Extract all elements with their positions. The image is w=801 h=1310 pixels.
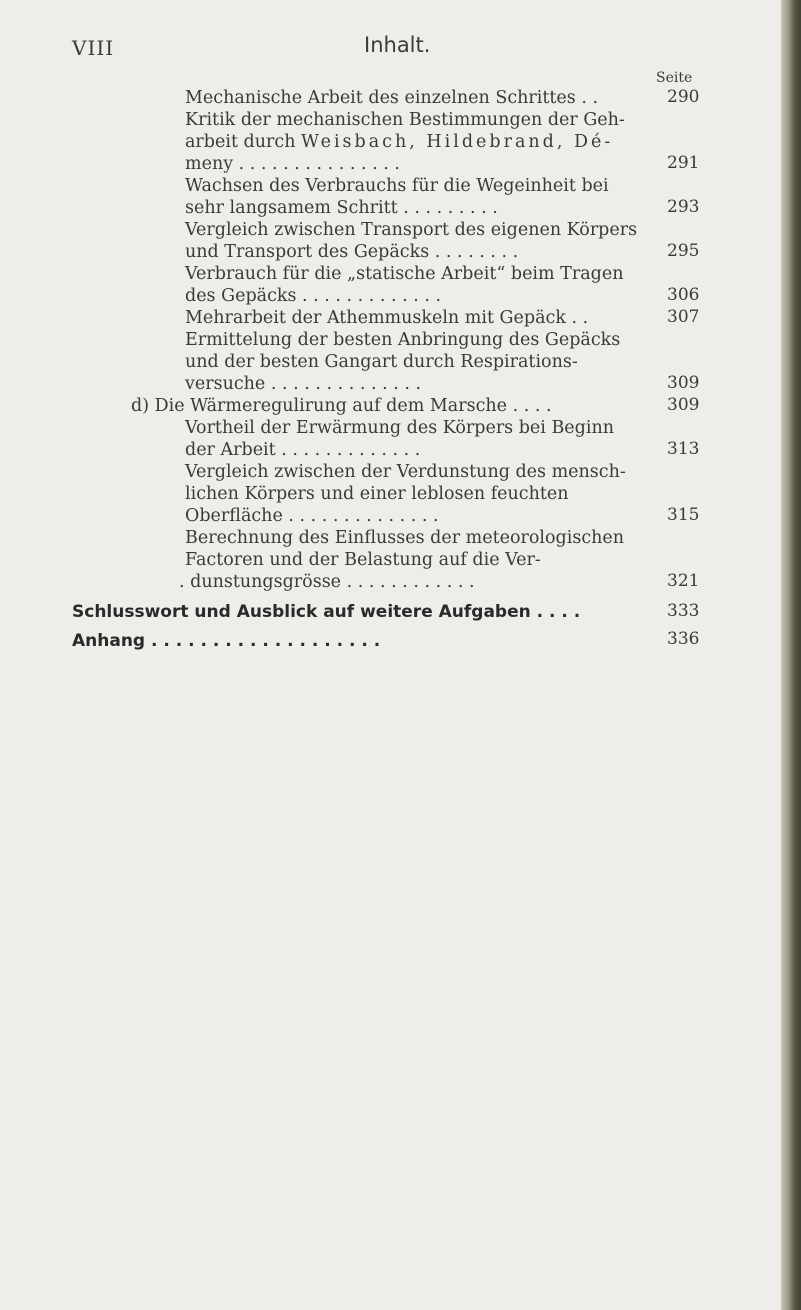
page-number: VIII bbox=[72, 36, 115, 60]
toc-entry-authors: Weisbach, Hildebrand, Dé- bbox=[301, 132, 614, 152]
toc-entry-text: Verbrauch für die „statische Arbeit“ beim Tragen bbox=[185, 264, 624, 284]
page-binding-edge bbox=[781, 0, 801, 1310]
toc-page-number: 307 bbox=[667, 307, 700, 327]
toc-entry-text: und Transport des Gepäcks . . . . . . . . bbox=[185, 242, 519, 262]
running-head: Inhalt. bbox=[364, 33, 431, 57]
toc-page-number: 290 bbox=[667, 87, 700, 107]
toc-entry-text: lichen Körpers und einer leblosen feuchten bbox=[185, 484, 569, 504]
toc-entry-text: Berechnung des Einflusses der meteorologischen bbox=[185, 528, 625, 548]
toc-entry-text: Wachsen des Verbrauchs für die Wegeinheit bei bbox=[185, 176, 609, 196]
toc-entry-text: Mechanische Arbeit des einzelnen Schrittes . . bbox=[185, 88, 599, 108]
toc-page-number: 291 bbox=[667, 153, 700, 173]
toc-page-number: 309 bbox=[667, 373, 700, 393]
toc-entry-text: und der besten Gangart durch Respirations- bbox=[185, 352, 578, 372]
toc-page-number: 293 bbox=[667, 197, 700, 217]
toc-page-number: 313 bbox=[667, 439, 700, 459]
toc-entry-text: . dunstungsgrösse . . . . . . . . . . . . bbox=[179, 572, 475, 592]
page-column-label: Seite bbox=[656, 70, 693, 86]
toc-entry-text: arbeit durch bbox=[185, 132, 302, 152]
toc-entry-text: meny . . . . . . . . . . . . . . . bbox=[185, 154, 400, 174]
toc-entry-text: des Gepäcks . . . . . . . . . . . . . bbox=[185, 286, 442, 306]
toc-page-number: 333 bbox=[667, 601, 700, 621]
toc-section-heading: d) Die Wärmeregulirung auf dem Marsche . . . . bbox=[131, 396, 552, 416]
toc-entry-text: Vergleich zwischen der Verdunstung des mensch- bbox=[185, 462, 626, 482]
toc-page-number: 295 bbox=[667, 241, 700, 261]
toc-chapter-heading: Schlusswort und Ausblick auf weitere Aufgaben . . . . bbox=[72, 602, 581, 622]
toc-chapter-heading: Anhang . . . . . . . . . . . . . . . . . . . bbox=[72, 631, 381, 651]
toc-page-number: 336 bbox=[667, 629, 700, 649]
toc-entry-text: Vortheil der Erwärmung des Körpers bei Beginn bbox=[185, 418, 615, 438]
toc-entry-text: sehr langsamem Schritt . . . . . . . . . bbox=[185, 198, 498, 218]
toc-entry-text: Mehrarbeit der Athemmuskeln mit Gepäck . . bbox=[185, 308, 589, 328]
toc-page-number: 306 bbox=[667, 285, 700, 305]
toc-page-number: 321 bbox=[667, 571, 700, 591]
toc-entry-text: Oberfläche . . . . . . . . . . . . . . bbox=[185, 506, 439, 526]
toc-entry-text bbox=[185, 131, 613, 153]
toc-entry-text: Kritik der mechanischen Bestimmungen der Geh- bbox=[185, 110, 625, 130]
toc-page-number: 309 bbox=[667, 395, 700, 415]
toc-entry-text: versuche . . . . . . . . . . . . . . bbox=[185, 374, 422, 394]
toc-entry-text: Ermittelung der besten Anbringung des Gepäcks bbox=[185, 330, 621, 350]
toc-entry-text: Factoren und der Belastung auf die Ver- bbox=[185, 550, 541, 570]
toc-entry-text: Vergleich zwischen Transport des eigenen Körpers bbox=[185, 220, 638, 240]
toc-page-number: 315 bbox=[667, 505, 700, 525]
toc-entry-text: der Arbeit . . . . . . . . . . . . . bbox=[185, 440, 421, 460]
